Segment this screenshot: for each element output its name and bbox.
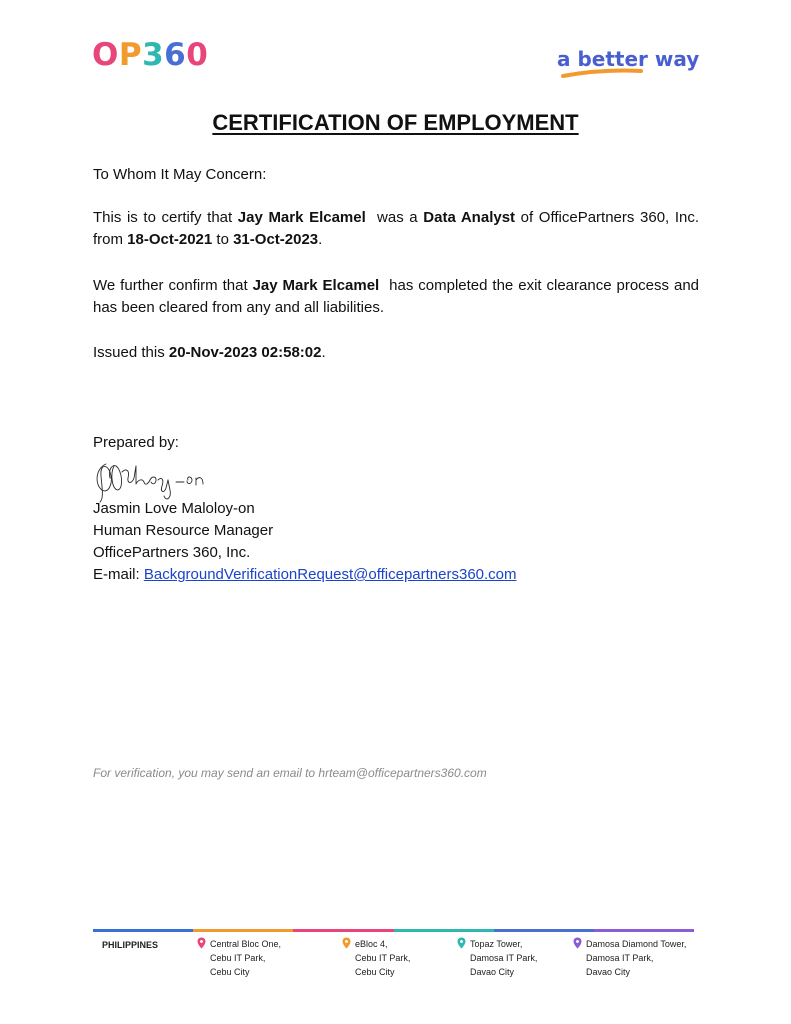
op360-logo — [92, 37, 209, 73]
signer-email-line — [93, 564, 517, 586]
location-line: Damosa Diamond Tower, — [586, 939, 687, 949]
footer-bar-segment — [394, 929, 494, 932]
location-pin-icon — [457, 937, 466, 949]
text-fragment: Issued this — [93, 344, 169, 361]
end-date: 31-Oct-2023 — [233, 231, 319, 248]
location-pin-icon — [197, 937, 206, 949]
logo-letter: 0 — [186, 37, 209, 73]
footer-bar-segment — [594, 929, 694, 932]
email-label: E-mail: — [93, 566, 144, 583]
location-line: Davao City — [470, 967, 515, 977]
text-fragment: . — [321, 344, 326, 361]
certification-paragraph — [93, 207, 699, 251]
position: Data Analyst — [423, 209, 516, 226]
text-fragment: was a — [365, 209, 424, 226]
location-line: Topaz Tower, — [470, 939, 523, 949]
clearance-paragraph — [93, 275, 704, 319]
text-fragment: We further confirm that — [93, 277, 253, 294]
footer-bar-segment — [293, 929, 393, 932]
issue-datetime: 20-Nov-2023 02:58:02 — [168, 344, 322, 361]
location-line: Cebu City — [355, 967, 395, 977]
logo-letter: O — [92, 37, 119, 73]
logo-letter: 6 — [164, 37, 187, 73]
location-line: Central Bloc One, — [210, 939, 282, 949]
location-line: Cebu City — [210, 967, 250, 977]
location-line: Damosa IT Park, — [586, 953, 654, 963]
signer-name: Jasmin Love Maloloy-on — [93, 500, 255, 517]
text-fragment: to — [212, 231, 234, 248]
location-line: Damosa IT Park, — [470, 953, 538, 963]
text-fragment: This is to certify that — [93, 209, 238, 226]
logo-letter: 3 — [142, 37, 165, 73]
text-fragment: of OfficePartners 360, Inc. from — [93, 209, 699, 248]
issued-line — [93, 342, 699, 364]
location-line: Cebu IT Park, — [355, 953, 411, 963]
tagline: a better way — [557, 47, 700, 71]
verification-note: For verification, you may send an email to hrteam@officepartners360.com — [93, 766, 487, 780]
tagline-underline — [561, 66, 643, 80]
location-line: eBloc 4, — [355, 939, 388, 949]
employee-name: Jay Mark Elcamel — [252, 277, 380, 294]
prepared-by-label: Prepared by: — [93, 434, 179, 451]
email-link[interactable]: BackgroundVerificationRequest@officepartners360.com — [143, 566, 517, 583]
document-title: CERTIFICATION OF EMPLOYMENT — [212, 110, 579, 135]
footer-bar-segment — [193, 929, 293, 932]
employee-name: Jay Mark Elcamel — [237, 209, 366, 226]
footer-country: PHILIPPINES — [102, 940, 159, 950]
location-line: Cebu IT Park, — [210, 953, 266, 963]
location-line: Davao City — [586, 967, 631, 977]
signer-company: OfficePartners 360, Inc. — [93, 544, 251, 561]
location-pin-icon — [342, 937, 351, 949]
start-date: 18-Oct-2021 — [127, 231, 213, 248]
footer-color-bar — [93, 929, 694, 932]
text-fragment: has completed the exit clearance process and has been cleared from any and all liabilities. — [93, 277, 704, 316]
location-pin-icon — [573, 937, 582, 949]
salutation: To Whom It May Concern: — [93, 166, 267, 183]
text-fragment: . — [318, 231, 323, 248]
logo-letter: P — [118, 37, 143, 73]
footer-bar-segment — [494, 929, 594, 932]
signer-title: Human Resource Manager — [93, 522, 274, 539]
footer-bar-segment — [93, 929, 193, 932]
